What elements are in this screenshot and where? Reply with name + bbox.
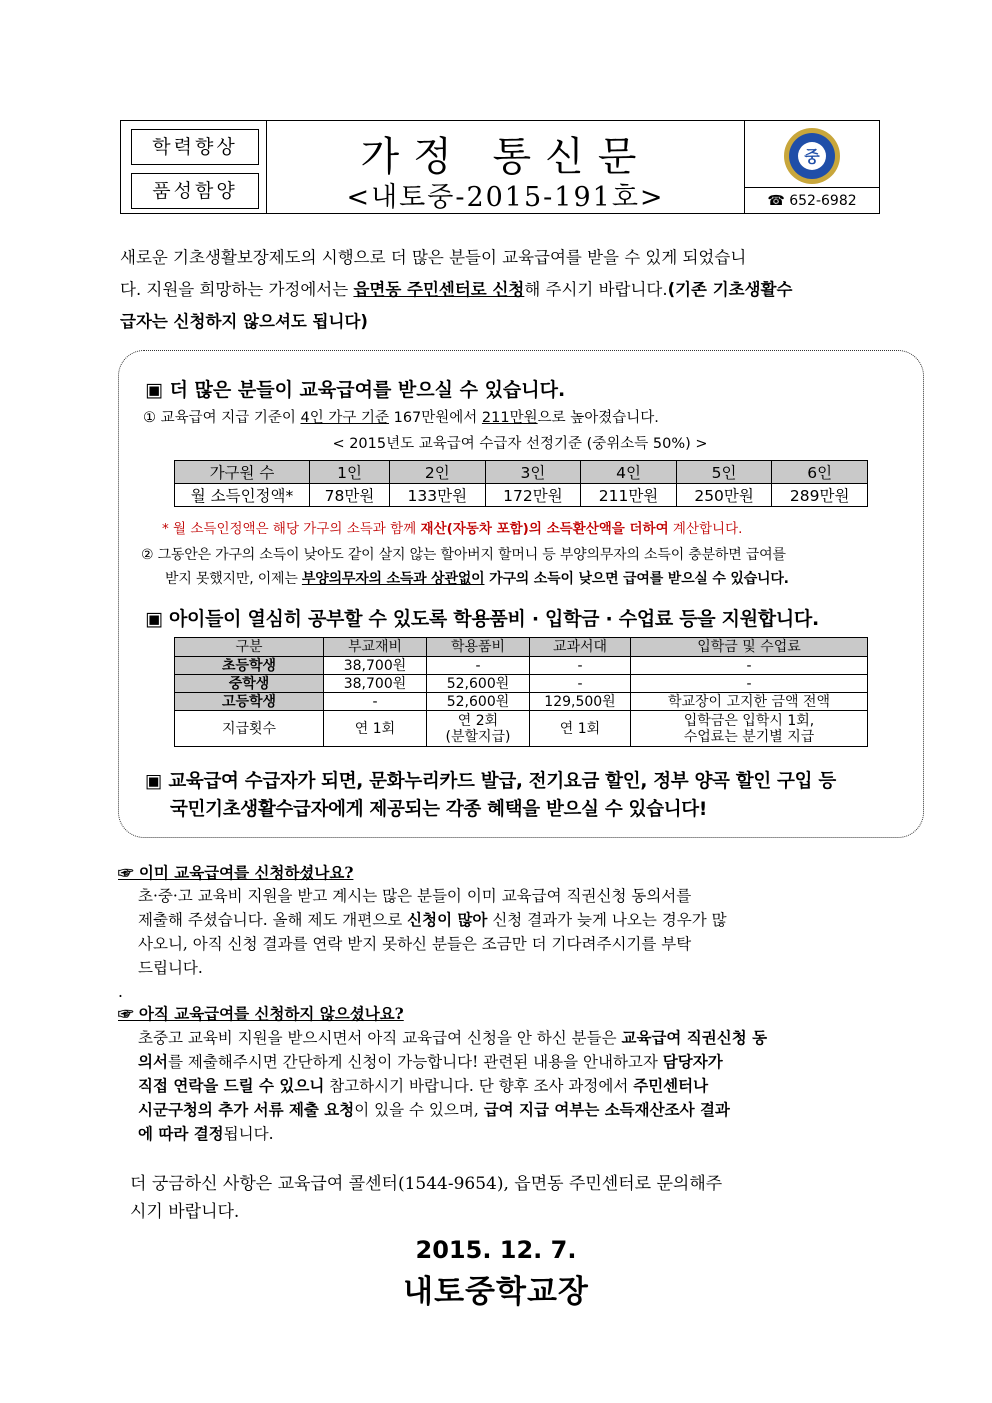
table-cell: - (631, 675, 868, 693)
q2-line (138, 1122, 883, 1146)
table-cell: 172만원 (485, 484, 581, 507)
table-row (175, 657, 868, 675)
section2-heading: ▣ 아이들이 열심히 공부할 수 있도록 학용품비 · 입학금 · 수업료 등을 지원합니다. (145, 608, 819, 630)
table-cell: 211만원 (581, 484, 677, 507)
cell-line: (분할지급) (445, 728, 511, 745)
table-header-cell: 입학금 및 수업료 (631, 638, 868, 657)
cell-line: 입학금은 입학시 1회, (683, 712, 815, 729)
income-criteria-table (174, 460, 868, 507)
motto-character: 품성함양 (131, 173, 259, 209)
page-title: 가정 통신문 (360, 134, 651, 180)
table-cell: 78만원 (310, 484, 390, 507)
section3-line-2: 국민기초생활수급자에게 제공되는 각종 혜택을 받으실 수 있습니다! (170, 799, 707, 820)
item-text: 받지 못했지만, 이제는 (165, 571, 302, 587)
q2-emphasis: 교육급여 직권신청 동 (621, 1028, 768, 1047)
section1-item1 (143, 406, 659, 430)
row-label-elementary: 초등학생 (175, 657, 324, 675)
logo-char: 중 (804, 147, 820, 166)
q2-emphasis: 에 따라 결정 (138, 1124, 224, 1143)
intro-existing-note: (기존 기초생활수 (667, 280, 793, 299)
table-header-cell: 부교재비 (324, 638, 427, 657)
q2-text: 를 제출해주시면 간단하게 신청이 가능합니다! 관련된 내용을 안내하고자 (167, 1053, 663, 1071)
school-logo-icon (783, 127, 841, 185)
item-emphasis: 4인 가구 기준 (300, 410, 389, 426)
motto-academic: 학력향상 (131, 129, 259, 165)
closing-line: 더 궁금하신 사항은 교육급여 콜센터(1544-9654), 읍면동 주민센터로 문의해주 (130, 1174, 723, 1194)
table-header-cell: 1인 (310, 461, 390, 484)
table-header-cell: 3인 (485, 461, 581, 484)
q2-emphasis: 의서 (138, 1052, 168, 1071)
table-header-cell: 5인 (676, 461, 772, 484)
table-cell: 학교장이 고지한 금액 전액 (631, 693, 868, 711)
table-cell (631, 711, 868, 747)
q2-text: 참고하시기 바랍니다. 단 향후 조사 과정에서 (324, 1077, 634, 1095)
table-header-row (175, 461, 868, 484)
table-cell: 129,500원 (530, 693, 631, 711)
table-cell: - (530, 657, 631, 675)
table-cell: - (631, 657, 868, 675)
income-footnote (162, 517, 742, 541)
table-header-cell: 가구원 수 (175, 461, 310, 484)
q2-emphasis: 담당자가 (662, 1052, 723, 1071)
cell-line: 연 2회 (457, 712, 499, 729)
table-cell: 250만원 (676, 484, 772, 507)
table-header-cell: 2인 (390, 461, 486, 484)
table-cell: 133만원 (390, 484, 486, 507)
q1-heading: ☞ 이미 교육급여를 신청하셨나요? (118, 863, 354, 882)
table-header-cell: 6인 (772, 461, 868, 484)
item-text: ① 교육급여 지급 기준이 (143, 410, 301, 426)
table-row (175, 484, 868, 507)
table-cell (427, 711, 530, 747)
footnote-text: * 월 소득인정액은 해당 가구의 소득과 함께 (162, 521, 421, 537)
table-header-row (175, 638, 868, 657)
q1-line: 사오니, 아직 신청 결과를 연락 받지 못하신 분들은 조금만 더 기다려주시기를 부탁 (138, 935, 692, 953)
closing-paragraph (130, 1170, 890, 1226)
q1-line: 드립니다. (138, 959, 203, 977)
principal-signature: 내토중학교장 (403, 1274, 589, 1310)
intro-line-2 (120, 274, 890, 306)
item2-line-1: ② 그동안은 가구의 소득이 낮아도 같이 살지 않는 할아버지 할머니 등 부양의무자의 소득이 충분하면 급여를 (141, 547, 786, 563)
q2-text: 초중고 교육비 지원을 받으시면서 아직 교육급여 신청을 안 하신 분들은 (138, 1029, 622, 1047)
cell-line: 수업료는 분기별 지급 (683, 728, 815, 745)
q2-heading: ☞ 아직 교육급여를 신청하지 않으셨나요? (118, 1004, 404, 1023)
q1-line: 초·중·고 교육비 지원을 받고 계시는 많은 분들이 이미 교육급여 직권신청 동의서를 (138, 887, 692, 905)
q2-body (138, 1026, 883, 1146)
q2-line (138, 1050, 883, 1074)
section1-heading: ▣ 더 많은 분들이 교육급여를 받으실 수 있습니다. (145, 379, 566, 401)
table-cell: 연 1회 (530, 711, 631, 747)
item-emphasis: 부양의무자의 소득과 상관없이 (301, 571, 485, 587)
item2-line-2 (141, 567, 921, 591)
section3-line-1: ▣ 교육급여 수급자가 되면, 문화누리카드 발급, 전기요금 할인, 정부 양곡 할인 구입 등 (145, 771, 836, 792)
row-label-middle: 중학생 (175, 675, 324, 693)
q2-emphasis: 직접 연락을 드릴 수 있으니 (138, 1076, 325, 1095)
table-cell: 연 1회 (324, 711, 427, 747)
intro-apply-place: 읍면동 주민센터로 신청 (353, 280, 525, 299)
title-panel (267, 121, 745, 213)
q1-text: 신청 결과가 늦게 나오는 경우가 많 (487, 911, 727, 929)
q2-text: 됩니다. (223, 1125, 274, 1143)
row-label-frequency: 지급횟수 (175, 711, 324, 747)
q1-text: 제출해 주셨습니다. 올해 제도 개편으로 (138, 911, 408, 929)
letterhead (120, 120, 880, 214)
q1-emphasis: 신청이 많아 (407, 910, 488, 929)
table-cell: 38,700원 (324, 675, 427, 693)
footnote-text: 계산합니다. (668, 521, 743, 537)
intro-paragraph (120, 242, 890, 338)
row-label-high: 고등학생 (175, 693, 324, 711)
q2-line (138, 1026, 883, 1050)
school-phone: ☎ 652-6982 (745, 187, 879, 214)
separator-dot: . (118, 983, 123, 1001)
q2-text: 이 있을 수 있으며, (354, 1101, 484, 1119)
intro-text: 다. 지원을 희망하는 가정에서는 (120, 280, 354, 299)
table-row (175, 693, 868, 711)
table-header-cell: 4인 (581, 461, 677, 484)
q2-emphasis: 급여 지급 여부는 소득재산조사 결과 (483, 1100, 730, 1119)
q1-line (138, 908, 883, 932)
footnote-emphasis: 재산(자동차 포함)의 소득환산액을 더하여 (420, 521, 669, 537)
table-cell: 52,600원 (427, 675, 530, 693)
table-cell: 월 소득인정액* (175, 484, 310, 507)
intro-line-1: 새로운 기초생활보장제도의 시행으로 더 많은 분들이 교육급여를 받을 수 있게 되었습니 (120, 248, 747, 267)
table-cell: 52,600원 (427, 693, 530, 711)
q2-emphasis: 시군구청의 추가 서류 제출 요청 (138, 1100, 355, 1119)
issue-number: <내토중-2015-191호> (346, 182, 665, 213)
table-cell: - (530, 675, 631, 693)
q1-body (138, 884, 883, 980)
logo-panel (745, 121, 879, 213)
section3-heading (145, 768, 836, 824)
item-text: 으로 높아졌습니다. (537, 410, 659, 426)
table-header-cell: 학용품비 (427, 638, 530, 657)
table-cell: - (427, 657, 530, 675)
q2-line (138, 1074, 883, 1098)
table-row (175, 711, 868, 747)
table-row (175, 675, 868, 693)
table-header-cell: 구분 (175, 638, 324, 657)
issue-date: 2015. 12. 7. (415, 1236, 577, 1264)
q2-emphasis: 주민센터나 (633, 1076, 709, 1095)
table-header-cell: 교과서대 (530, 638, 631, 657)
closing-line: 시기 바랍니다. (130, 1202, 240, 1222)
table-cell: 38,700원 (324, 657, 427, 675)
item-text: 167만원에서 (388, 410, 482, 426)
intro-text: 해 주시기 바랍니다. (524, 280, 668, 299)
motto-panel (121, 121, 267, 213)
income-table-caption: < 2015년도 교육급여 수급자 선정기준 (중위소득 50%) > (332, 436, 708, 452)
support-amount-table (174, 637, 868, 747)
table-cell: - (324, 693, 427, 711)
intro-line-3: 급자는 신청하지 않으셔도 됩니다) (120, 312, 368, 331)
section1-item2 (141, 543, 921, 591)
item-emphasis: 211만원 (481, 410, 538, 426)
q2-line (138, 1098, 883, 1122)
table-cell: 289만원 (772, 484, 868, 507)
item-emphasis: 가구의 소득이 낮으면 급여를 받으실 수 있습니다. (484, 571, 789, 587)
